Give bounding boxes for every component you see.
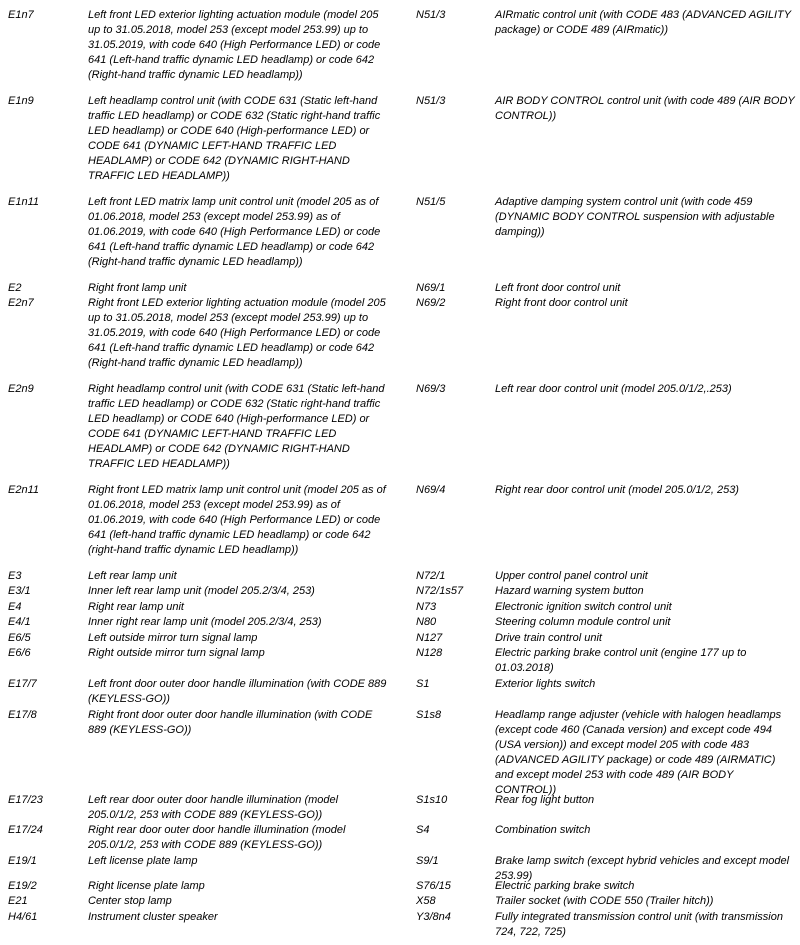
component-code: N51/5	[416, 196, 446, 208]
component-description: Right rear door control unit (model 205.0/1/2, 253)	[495, 484, 739, 496]
component-description: Right headlamp control unit (with CODE 631 (Static left-hand traffic LED headlamp) or CODE 632 (Static right-hand traffic LED headlamp) or CODE 640 (High-performance LED) or CODE 641 (DYNAMIC LEFT-HAND TRAFFIC LED HEADLAMP) or CODE 642 (DYNAMIC RIGHT-HAND TRAFFIC LED HEADLAMP))	[88, 383, 385, 470]
component-code: E2n7	[8, 297, 34, 309]
component-code: N69/4	[416, 484, 446, 496]
component-code: Y3/8n4	[416, 911, 451, 923]
component-description: Steering column module control unit	[495, 616, 671, 628]
component-description: Right front door outer door handle illumination (with CODE 889 (KEYLESS-GO))	[88, 709, 373, 736]
component-code: E17/24	[8, 824, 43, 836]
component-code: S9/1	[416, 855, 439, 867]
component-description: Left rear door outer door handle illumination (model 205.0/1/2, 253 with CODE 889 (KEYLESS-GO))	[88, 794, 339, 821]
component-code: H4/61	[8, 911, 38, 923]
component-code: S4	[416, 824, 430, 836]
component-description: Adaptive damping system control unit (with code 459 (DYNAMIC BODY CONTROL suspension with adjustable damping))	[495, 196, 775, 238]
component-code: N69/2	[416, 297, 446, 309]
component-code: E17/23	[8, 794, 43, 806]
component-description: Right rear lamp unit	[88, 601, 184, 613]
component-code: E2n11	[8, 484, 39, 496]
component-code: S1	[416, 678, 430, 690]
component-description: Left front door control unit	[495, 282, 621, 294]
component-code: S76/15	[416, 880, 451, 892]
component-description: Hazard warning system button	[495, 585, 644, 597]
component-description: Right front door control unit	[495, 297, 628, 309]
component-description: Exterior lights switch	[495, 678, 596, 690]
component-description: Left front door outer door handle illumination (with CODE 889 (KEYLESS-GO))	[88, 678, 387, 705]
component-code: N72/1s57	[416, 585, 464, 597]
component-code: E1n11	[8, 196, 39, 208]
component-description: Inner right rear lamp unit (model 205.2/3/4, 253)	[88, 616, 322, 628]
component-code: E19/1	[8, 855, 37, 867]
component-description: Right outside mirror turn signal lamp	[88, 647, 265, 659]
component-description: AIRmatic control unit (with CODE 483 (ADVANCED AGILITY package) or CODE 489 (AIRmatic))	[495, 9, 791, 36]
component-description: Left rear door control unit (model 205.0/1/2,.253)	[495, 383, 732, 395]
component-description: Left outside mirror turn signal lamp	[88, 632, 258, 644]
component-description: Right front LED matrix lamp unit control unit (model 205 as of 01.06.2018, model 253 (except model 253.99) as of 01.06.2019, with code 640 (High Performance LED) or code 641 (left-hand traffic dynamic LED headlamp) or code 642 (right-hand traffic dynamic LED headlamp))	[88, 484, 386, 556]
component-code: N73	[416, 601, 437, 613]
component-code: E3/1	[8, 585, 31, 597]
component-code: E2n9	[8, 383, 34, 395]
component-code: N80	[416, 616, 437, 628]
component-code: E3	[8, 570, 22, 582]
component-code: N127	[416, 632, 443, 644]
component-code: S1s8	[416, 709, 442, 721]
component-description: Right license plate lamp	[88, 880, 205, 892]
component-code: E19/2	[8, 880, 37, 892]
component-description: Right front LED exterior lighting actuation module (model 205 up to 31.05.2018, model 253 (except model 253.99) up to 31.05.2019, with code 640 (High Performance LED) or code 641 (Left-hand traffic dynamic LED headlamp) or code 642 (Right-hand traffic dynamic LED headlamp))	[88, 297, 386, 369]
component-code: N72/1	[416, 570, 446, 582]
component-code: E4	[8, 601, 22, 613]
component-description: Upper control panel control unit	[495, 570, 648, 582]
component-description: Left rear lamp unit	[88, 570, 177, 582]
component-code: S1s10	[416, 794, 448, 806]
component-code: E4/1	[8, 616, 31, 628]
component-description: Left license plate lamp	[88, 855, 198, 867]
component-description: Instrument cluster speaker	[88, 911, 218, 923]
component-code: E17/7	[8, 678, 37, 690]
component-code: N51/3	[416, 95, 446, 107]
component-description: Combination switch	[495, 824, 591, 836]
component-code: N69/1	[416, 282, 446, 294]
component-code: E1n7	[8, 9, 34, 21]
component-code: E21	[8, 895, 28, 907]
component-code: X58	[416, 895, 436, 907]
component-description: Rear fog light button	[495, 794, 595, 806]
component-description: Left front LED exterior lighting actuation module (model 205 up to 31.05.2018, model 253 (except model 253.99) up to 31.05.2019, with code 640 (High Performance LED) or code 641 (Left-hand traffic dynamic LED headlamp) or code 642 (Right-hand traffic dynamic LED headlamp))	[88, 9, 381, 81]
component-description: Electric parking brake switch	[495, 880, 635, 892]
component-code: N69/3	[416, 383, 446, 395]
component-code: E17/8	[8, 709, 37, 721]
component-description: Electronic ignition switch control unit	[495, 601, 672, 613]
component-code: E2	[8, 282, 22, 294]
component-description: Right rear door outer door handle illumination (model 205.0/1/2, 253 with CODE 889 (KEYLESS-GO))	[88, 824, 346, 851]
component-description: Electric parking brake control unit (engine 177 up to 01.03.2018)	[495, 647, 747, 674]
component-description: Fully integrated transmission control unit (with transmission 724, 722, 725)	[495, 911, 783, 938]
component-description: Left headlamp control unit (with CODE 631 (Static left-hand traffic LED headlamp) or CODE 632 (Static right-hand traffic LED headlamp) or CODE 640 (High-performance LED) or CODE 641 (DYNAMIC LEFT-HAND TRAFFIC LED HEADLAMP) or CODE 642 (DYNAMIC RIGHT-HAND TRAFFIC LED HEADLAMP))	[88, 95, 381, 182]
component-description: Left front LED matrix lamp unit control unit (model 205 as of 01.06.2018, model 253 (except model 253.99) as of 01.06.2019, with code 640 (High Performance LED) or code 641 (Left-hand traffic dynamic LED headlamp) or code 642 (Right-hand traffic dynamic LED headlamp))	[88, 196, 381, 268]
component-description: Right front lamp unit	[88, 282, 187, 294]
component-code: N51/3	[416, 9, 446, 21]
component-description: Brake lamp switch (except hybrid vehicles and except model 253.99)	[495, 855, 790, 882]
component-description: Headlamp range adjuster (vehicle with halogen headlamps (except code 460 (Canada version) and except code 494 (USA version)) and except model 205 with code 483 (ADVANCED AGILITY package) or code 489 (AIRMATIC) and except model 253 with code 489 (AIR BODY CONTROL))	[495, 709, 782, 796]
component-description: Drive train control unit	[495, 632, 602, 644]
component-description: AIR BODY CONTROL control unit (with code 489 (AIR BODY CONTROL))	[495, 95, 795, 122]
component-code: E6/6	[8, 647, 31, 659]
component-code: E6/5	[8, 632, 31, 644]
component-code: N128	[416, 647, 443, 659]
component-description: Inner left rear lamp unit (model 205.2/3/4, 253)	[88, 585, 315, 597]
component-code: E1n9	[8, 95, 34, 107]
component-description: Center stop lamp	[88, 895, 172, 907]
component-description: Trailer socket (with CODE 550 (Trailer hitch))	[495, 895, 714, 907]
